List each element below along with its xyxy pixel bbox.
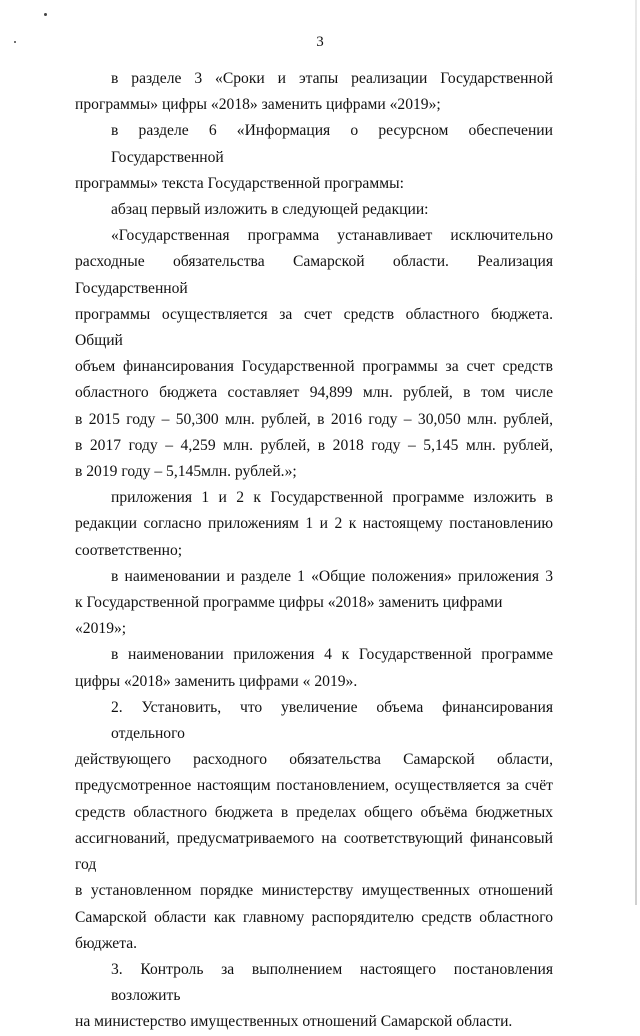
text-line: ассигнований, предусматриваемого на соответствующий финансовый год (75, 829, 553, 874)
text-line: в наименовании приложения 4 к Государственной программе (111, 646, 553, 664)
paragraph (75, 223, 553, 485)
text-line: областного бюджета составляет 94,899 млн. рублей, в том числе (75, 384, 553, 402)
paragraph (75, 957, 553, 1036)
paragraph (75, 485, 553, 564)
text-line: в установленном порядке министерству имущественных отношений (75, 882, 553, 900)
text-line: средств областного бюджета в пределах общего объёма бюджетных (75, 803, 553, 821)
text-line: в 2015 году – 50,300 млн. рублей, в 2016 году – 30,050 млн. рублей, (75, 410, 553, 428)
text-line: в 2017 году – 4,259 млн. рублей, в 2018 году – 5,145 млн. рублей, (75, 436, 553, 454)
text-line: абзац первый изложить в следующей редакции: (111, 201, 429, 219)
paragraph (75, 197, 553, 223)
text-line: Самарской области как главному распорядителю средств областного (75, 908, 553, 926)
text-line: программы» цифры «2018» заменить цифрами «2019»; (75, 96, 441, 114)
text-line: приложения 1 и 2 к Государственной программе изложить в (111, 489, 553, 507)
text-line: действующего расходного обязательства Самарской области, (75, 751, 553, 769)
text-line: в 2019 году – 5,145млн. рублей.»; (75, 463, 297, 481)
text-line: на министерство имущественных отношений Самарской области. (75, 1013, 513, 1031)
text-line: программы» текста Государственной программы: (75, 174, 404, 192)
text-line: в разделе 6 «Информация о ресурсном обеспечении Государственной (111, 122, 553, 166)
text-line: «Государственная программа устанавливает исключительно (111, 227, 553, 245)
text-line: к Государственной программе цифры «2018» заменить цифрами «2019»; (75, 594, 503, 638)
scan-edge (635, 0, 637, 905)
paragraph (75, 564, 553, 643)
text-line: в наименовании и разделе 1 «Общие положения» приложения 3 (111, 567, 553, 585)
text-line: 3. Контроль за выполнением настоящего постановления возложить (111, 960, 553, 1005)
text-line: цифры «2018» заменить цифрами « 2019». (75, 672, 358, 690)
text-line: предусмотренное настоящим постановлением, осуществляется за счёт (75, 777, 553, 795)
text-line: в разделе 3 «Сроки и этапы реализации Государственной (111, 70, 553, 87)
paragraph (75, 66, 553, 118)
paragraph (75, 642, 553, 694)
page-number: 3 (316, 34, 324, 50)
text-line: 2. Установить, что увеличение объема финансирования отдельного (111, 698, 553, 743)
text-line: редакции согласно приложениям 1 и 2 к настоящему постановлению (75, 515, 553, 533)
text-line: объем финансирования Государственной программы за счет средств (75, 358, 553, 376)
text-line: соответственно; (75, 541, 183, 559)
document-body (75, 66, 553, 1036)
paragraph (75, 695, 553, 957)
text-line: расходные обязательства Самарской области. Реализация Государственной (75, 253, 553, 297)
text-line: бюджета. (75, 934, 138, 952)
paragraph (75, 118, 553, 197)
text-line: программы осуществляется за счет средств областного бюджета. Общий (75, 305, 553, 350)
scan-speck (44, 13, 47, 16)
